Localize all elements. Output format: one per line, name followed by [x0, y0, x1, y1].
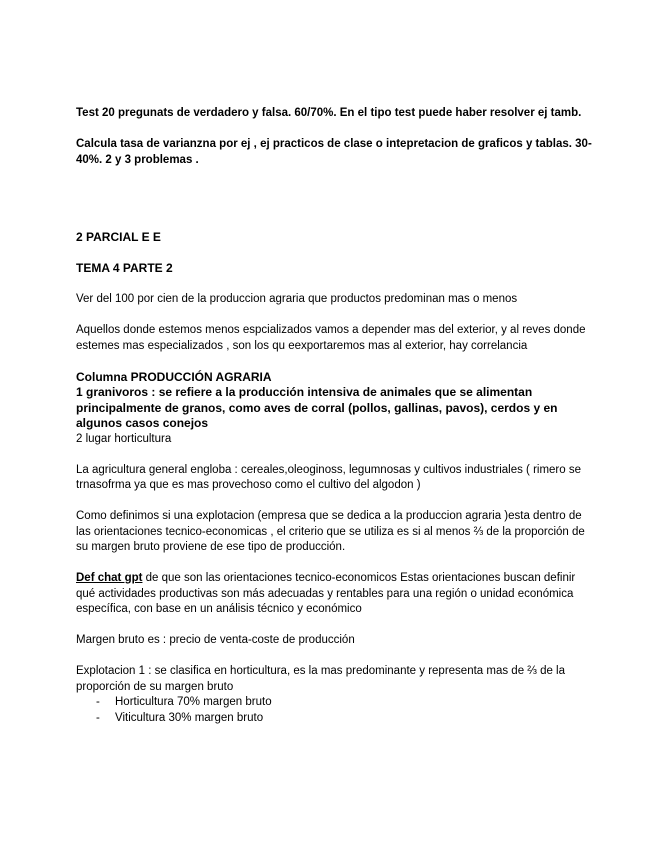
margen-list [76, 695, 596, 726]
columna-heading: Columna PRODUCCIÓN AGRARIA [76, 369, 272, 384]
exam-test-info: Test 20 pregunats de verdadero y falsa. 60/70%. En el tipo test puede haber resolver ej tamb. [76, 107, 582, 119]
agricultura-paragraph: La agricultura general engloba : cereales,oleoginoss, legumnosas y cultivos industriales ( rimero se trnasofrma ya que es mas provechoso como el cultivo del algodon ) [76, 463, 581, 491]
list-item [76, 711, 596, 727]
horticultura-line: 2 lugar horticultura [76, 432, 172, 445]
como-paragraph: Como definimos si una explotacion (empresa que se dedica a la produccion agraria )esta dentro de las orientaciones tecnico-economicas , el criterio que se utiliza es si al menos ⅔ de la proporción de su margen bruto proviene de ese tipo de producción. [76, 510, 585, 553]
list-item [76, 695, 596, 711]
list-dash: - [96, 711, 100, 724]
def-text: de que son las orientaciones tecnico-economicos Estas orientaciones buscan definir qué actividades productivas son más adecuadas y rentables para una región o unidad económica específica, con base en un análisis técnico y económico [76, 572, 576, 615]
ver-paragraph: Ver del 100 por cien de la produccion agraria que productos predominan mas o menos [76, 293, 518, 305]
aquellos-paragraph: Aquellos donde estemos menos espcializados vamos a depender mas del exterior, y al reves donde estemes mas especializados , son los qu eexportaremos mas al exterior, hay correlancia [76, 324, 586, 352]
granivoros-paragraph: 1 granivoros : se refiere a la producción intensiva de animales que se alimentan principalmente de granos, como aves de corral (pollos, gallinas, pavos), cerdos y en algunos casos conejos [76, 385, 558, 430]
parcial-heading: 2 PARCIAL E E [76, 230, 161, 244]
tema-heading: TEMA 4 PARTE 2 [76, 261, 173, 275]
explotacion-paragraph: Explotacion 1 : se clasifica en horticultura, es la mas predominante y representa mas de ⅔ de la proporción de su margen bruto [76, 665, 566, 693]
margen-paragraph: Margen bruto es : precio de venta-coste de producción [76, 634, 355, 646]
list-item-text: Horticultura 70% margen bruto [115, 696, 272, 708]
def-paragraph [76, 571, 596, 618]
document-page [76, 106, 596, 726]
exam-calc-info: Calcula tasa de varianzna por ej , ej practicos de clase o intepretacion de graficos y tablas. 30-40%. 2 y 3 problemas . [76, 138, 592, 166]
list-dash: - [96, 696, 100, 708]
def-label: Def chat gpt [76, 572, 143, 584]
list-item-text: Viticultura 30% margen bruto [115, 711, 264, 724]
